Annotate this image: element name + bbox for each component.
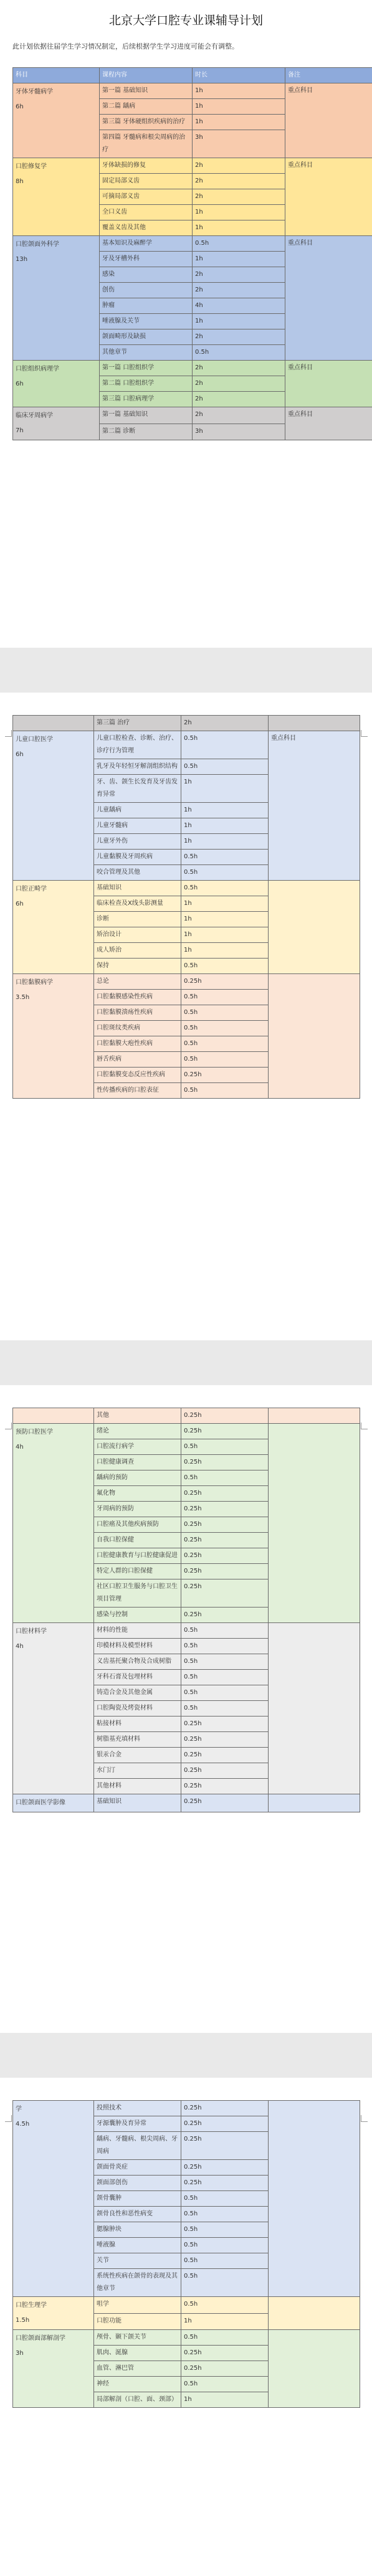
- document-page-2: [0, 693, 372, 1340]
- duration-cell: 0.5h: [181, 1036, 269, 1052]
- content-cell: 神经: [94, 2377, 181, 2392]
- document-page-1: [0, 0, 372, 648]
- content-cell: 口腔黏膜大疱性疾病: [94, 1036, 181, 1052]
- schedule-table-page-3: [12, 1408, 360, 1812]
- content-cell: 儿童牙外伤: [94, 834, 181, 850]
- page-corner-mark: [5, 1423, 12, 1429]
- duration-cell: 0.25h: [181, 1763, 269, 1779]
- duration-cell: 0.5h: [181, 1701, 269, 1717]
- content-cell: 颌面畸形及缺损: [100, 329, 193, 345]
- duration-cell: 0.25h: [181, 1732, 269, 1748]
- duration-cell: 1h: [181, 896, 269, 912]
- duration-cell: 0.25h: [181, 2346, 269, 2361]
- content-cell: 龋病的预防: [94, 1470, 181, 1486]
- duration-cell: 0.25h: [181, 2132, 269, 2160]
- duration-cell: 0.5h: [181, 1685, 269, 1701]
- content-cell: 覆盖义齿及其他: [100, 220, 193, 236]
- note-cell: [269, 881, 360, 974]
- content-cell: 义齿基托聚合物及合成树脂: [94, 1654, 181, 1670]
- content-cell: 儿童黏膜及牙周疾病: [94, 850, 181, 865]
- duration-cell: 0.25h: [181, 1408, 269, 1424]
- duration-cell: 0.5h: [181, 1439, 269, 1455]
- content-cell: 肿瘤: [100, 298, 193, 314]
- table-row: [13, 974, 360, 990]
- note-cell: 重点科目: [269, 731, 360, 881]
- header-content: 课程内容: [100, 68, 193, 83]
- header-duration: 时长: [193, 68, 285, 83]
- duration-cell: 1h: [193, 252, 285, 267]
- content-cell: 牙、齿、颌生长发育及牙齿发育异常: [94, 775, 181, 803]
- duration-cell: 0.25h: [181, 1517, 269, 1533]
- subject-hours: 4h: [16, 1444, 24, 1451]
- content-cell: 材料的性能: [94, 1623, 181, 1639]
- subject-name: 学: [16, 2106, 22, 2113]
- duration-cell: 0.5h: [193, 345, 285, 361]
- duration-cell: 0.5h: [181, 2253, 269, 2269]
- content-cell: 颌面部创伤: [94, 2176, 181, 2191]
- duration-cell: 0.5h: [181, 1654, 269, 1670]
- table-row: [13, 1794, 360, 1812]
- content-cell: 基础知识: [94, 1794, 181, 1812]
- subject-name: 儿童口腔医学: [16, 736, 53, 743]
- subject-cell: [13, 361, 100, 407]
- duration-cell: 0.25h: [181, 1533, 269, 1548]
- content-cell: 诊断: [94, 912, 181, 927]
- duration-cell: 0.5h: [181, 990, 269, 1005]
- content-cell: 口腔黏膜溃疡性疾病: [94, 1005, 181, 1021]
- content-cell: 感染: [100, 267, 193, 283]
- subject-cell: [13, 1424, 94, 1623]
- duration-cell: 0.25h: [181, 974, 269, 990]
- duration-cell: 2h: [193, 267, 285, 283]
- subject-name: 口腔颌面外科学: [16, 241, 59, 248]
- table-row: [13, 407, 372, 424]
- duration-cell: 0.25h: [181, 1579, 269, 1608]
- duration-cell: 2h: [193, 158, 285, 174]
- table-row: [13, 361, 372, 376]
- duration-cell: 4h: [193, 298, 285, 314]
- subject-name: 口腔黏膜病学: [16, 979, 53, 986]
- content-cell: 牙科石膏及包埋材料: [94, 1670, 181, 1685]
- duration-cell: 0.25h: [181, 1748, 269, 1763]
- duration-cell: 0.5h: [181, 731, 269, 759]
- duration-cell: 0.5h: [181, 881, 269, 896]
- duration-cell: 0.5h: [181, 2377, 269, 2392]
- content-cell: 龋病、牙髓病、根尖周病、牙周病: [94, 2132, 181, 2160]
- table-header-row: [13, 68, 372, 83]
- note-cell: [269, 1424, 360, 1623]
- duration-cell: 0.25h: [181, 2101, 269, 2116]
- note-cell: [269, 2297, 360, 2330]
- content-cell: 口腔陶瓷及烤瓷材料: [94, 1701, 181, 1717]
- document-page-3: [0, 1385, 372, 2033]
- note-cell: [269, 974, 360, 1099]
- duration-cell: 2h: [181, 716, 269, 731]
- content-cell: 咬合管理及其他: [94, 865, 181, 881]
- duration-cell: 0.5h: [181, 1021, 269, 1036]
- content-cell: 创伤: [100, 283, 193, 298]
- note-cell: [269, 1408, 360, 1424]
- duration-cell: 0.25h: [181, 1794, 269, 1812]
- subject-name: 临床牙周病学: [16, 412, 53, 419]
- content-cell: 咀学: [94, 2297, 181, 2314]
- table-row: [13, 236, 372, 252]
- content-cell: 性传播疾病的口腔表征: [94, 1083, 181, 1099]
- duration-cell: 0.5h: [181, 2191, 269, 2207]
- page-corner-mark: [5, 730, 12, 737]
- content-cell: 第二篇 龋病: [100, 99, 193, 115]
- duration-cell: 0.5h: [181, 1623, 269, 1639]
- duration-cell: 0.5h: [181, 2238, 269, 2253]
- content-cell: 唇舌疾病: [94, 1052, 181, 1068]
- content-cell: 其他: [94, 1408, 181, 1424]
- subject-name: 口腔颌面医学影像: [16, 1799, 65, 1806]
- duration-cell: 0.25h: [181, 1779, 269, 1794]
- schedule-table-page-1: [12, 67, 372, 440]
- duration-cell: 0.5h: [181, 850, 269, 865]
- content-cell: 颅骨、颞下颌关节: [94, 2330, 181, 2346]
- table-row: [13, 1623, 360, 1639]
- subject-name: 口腔正畸学: [16, 886, 47, 893]
- subject-hours: 3.5h: [16, 994, 30, 1001]
- duration-cell: 0.5h: [181, 2330, 269, 2346]
- duration-cell: 0.5h: [181, 2222, 269, 2238]
- duration-cell: 0.25h: [181, 2361, 269, 2377]
- content-cell: 口腔功能: [94, 2313, 181, 2330]
- content-cell: 基本知识及麻醉学: [100, 236, 193, 252]
- content-cell: 口腔流行病学: [94, 1439, 181, 1455]
- duration-cell: 1h: [181, 818, 269, 834]
- header-note: 备注: [285, 68, 372, 83]
- duration-cell: 1h: [193, 205, 285, 220]
- content-cell: 水门汀: [94, 1763, 181, 1779]
- content-cell: 银汞合金: [94, 1748, 181, 1763]
- note-cell: [269, 2101, 360, 2297]
- content-cell: 颌骨良性和恶性病变: [94, 2207, 181, 2222]
- table-row: [13, 881, 360, 896]
- duration-cell: 2h: [193, 407, 285, 424]
- content-cell: 口腔健康调查: [94, 1455, 181, 1470]
- subject-name: 口腔材料学: [16, 1628, 47, 1635]
- page-corner-mark: [361, 2115, 368, 2122]
- page-corner-mark: [361, 730, 368, 737]
- subject-hours: 4.5h: [16, 2121, 30, 2128]
- content-cell: 唾液腺及关节: [100, 314, 193, 329]
- subject-hours: 8h: [16, 178, 24, 185]
- duration-cell: 1h: [181, 2313, 269, 2330]
- content-cell: 牙体缺损的修复: [100, 158, 193, 174]
- content-cell: 保持: [94, 959, 181, 974]
- duration-cell: 1h: [181, 834, 269, 850]
- content-cell: 第一篇 基础知识: [100, 407, 193, 424]
- subject-cell: [13, 1794, 94, 1812]
- duration-cell: 0.25h: [181, 2116, 269, 2132]
- duration-cell: 2h: [193, 189, 285, 205]
- content-cell: 基础知识: [94, 881, 181, 896]
- content-cell: 局部解剖（口腔、面、颈部）: [94, 2392, 181, 2408]
- content-cell: 儿童龋病: [94, 803, 181, 818]
- schedule-table-page-2: [12, 715, 360, 1099]
- content-cell: 口腔斑纹类疾病: [94, 1021, 181, 1036]
- duration-cell: 1h: [181, 943, 269, 959]
- duration-cell: 0.5h: [181, 1470, 269, 1486]
- duration-cell: 0.5h: [181, 1670, 269, 1685]
- duration-cell: 0.5h: [181, 1052, 269, 1068]
- note-cell: 重点科目: [285, 158, 372, 236]
- duration-cell: 1h: [181, 775, 269, 803]
- duration-cell: 1h: [181, 2392, 269, 2408]
- note-cell: 重点科目: [285, 83, 372, 158]
- subject-cell: [13, 2297, 94, 2330]
- content-cell: 牙周病的预防: [94, 1502, 181, 1517]
- duration-cell: 2h: [193, 283, 285, 298]
- subject-name: 口腔组织病理学: [16, 366, 59, 372]
- subject-hours: 13h: [16, 256, 28, 263]
- duration-cell: 1h: [181, 803, 269, 818]
- duration-cell: 0.25h: [181, 1486, 269, 1502]
- duration-cell: 0.5h: [181, 1005, 269, 1021]
- subject-cell: [13, 2330, 94, 2408]
- content-cell: 树脂基充填材料: [94, 1732, 181, 1748]
- content-cell: 其他章节: [100, 345, 193, 361]
- page-corner-mark: [5, 2115, 12, 2122]
- note-cell: [269, 2330, 360, 2408]
- subject-hours: 4h: [16, 1643, 24, 1650]
- content-cell: 铸造合金及其他金属: [94, 1685, 181, 1701]
- duration-cell: 0.5h: [181, 2297, 269, 2314]
- content-cell: 成人矫治: [94, 943, 181, 959]
- duration-cell: 1h: [193, 314, 285, 329]
- content-cell: 关节: [94, 2253, 181, 2269]
- note-cell: 重点科目: [285, 361, 372, 407]
- subject-cell: [13, 716, 94, 731]
- duration-cell: 1h: [193, 83, 285, 99]
- duration-cell: 3h: [193, 130, 285, 158]
- subject-name: 牙体牙髓病学: [16, 88, 53, 95]
- header-subject: 科目: [13, 68, 100, 83]
- table-row: [13, 2297, 360, 2314]
- subject-cell: [13, 731, 94, 881]
- page-corner-mark: [361, 1423, 368, 1429]
- duration-cell: 2h: [193, 392, 285, 407]
- duration-cell: 3h: [193, 424, 285, 440]
- duration-cell: 0.25h: [181, 1608, 269, 1623]
- note-cell: 重点科目: [285, 236, 372, 361]
- content-cell: 绪论: [94, 1424, 181, 1439]
- intro-text: 此计划依据往届学生学习情况制定，后续根据学生学习进度可能会有调整。: [12, 42, 239, 50]
- duration-cell: 0.5h: [181, 2269, 269, 2297]
- content-cell: 牙及牙槽外科: [100, 252, 193, 267]
- table-row: [13, 2101, 360, 2116]
- subject-name: 预防口腔医学: [16, 1429, 53, 1436]
- duration-cell: 1h: [181, 912, 269, 927]
- content-cell: 口腔黏膜变态反应性疾病: [94, 1068, 181, 1083]
- duration-cell: 1h: [181, 927, 269, 943]
- content-cell: 第三篇 口腔病理学: [100, 392, 193, 407]
- duration-cell: 2h: [193, 174, 285, 189]
- duration-cell: 1h: [193, 220, 285, 236]
- schedule-table-page-4: [12, 2100, 360, 2408]
- duration-cell: 0.25h: [181, 1424, 269, 1439]
- content-cell: 颌面骨炎症: [94, 2160, 181, 2176]
- content-cell: 矫治设计: [94, 927, 181, 943]
- duration-cell: 0.25h: [181, 1502, 269, 1517]
- duration-cell: 1h: [193, 99, 285, 115]
- table-row: [13, 83, 372, 99]
- content-cell: 感染与控制: [94, 1608, 181, 1623]
- content-cell: 固定局部义齿: [100, 174, 193, 189]
- duration-cell: 0.25h: [181, 1548, 269, 1564]
- duration-cell: 1h: [193, 115, 285, 130]
- content-cell: 第一篇 口腔组织学: [100, 361, 193, 376]
- duration-cell: 0.25h: [181, 2160, 269, 2176]
- subject-cell: [13, 2101, 94, 2297]
- subject-hours: 6h: [16, 381, 24, 387]
- duration-cell: 0.5h: [181, 2207, 269, 2222]
- table-row: [13, 1424, 360, 1439]
- content-cell: 口腔健康教育与口腔健康促进: [94, 1548, 181, 1564]
- content-cell: 颌骨囊肿: [94, 2191, 181, 2207]
- subject-hours: 1.5h: [16, 2317, 30, 2324]
- subject-cell: [13, 1408, 94, 1424]
- note-cell: [269, 716, 360, 731]
- duration-cell: 0.5h: [181, 865, 269, 881]
- table-row: [13, 1408, 360, 1424]
- content-cell: 氟化物: [94, 1486, 181, 1502]
- document-title: 北京大学口腔专业课辅导计划: [108, 14, 263, 27]
- content-cell: 总论: [94, 974, 181, 990]
- duration-cell: 0.25h: [181, 1564, 269, 1579]
- content-cell: 特定人群的口腔保健: [94, 1564, 181, 1579]
- duration-cell: 0.5h: [193, 236, 285, 252]
- content-cell: 肌肉、涎腺: [94, 2346, 181, 2361]
- table-row: [13, 716, 360, 731]
- content-cell: 血管、淋巴管: [94, 2361, 181, 2377]
- table-row: [13, 731, 360, 759]
- subject-hours: 6h: [16, 901, 24, 907]
- subject-cell: [13, 236, 100, 361]
- content-cell: 腮腺肿块: [94, 2222, 181, 2238]
- duration-cell: 2h: [193, 376, 285, 392]
- content-cell: 第一篇 基础知识: [100, 83, 193, 99]
- subject-cell: [13, 1623, 94, 1794]
- subject-cell: [13, 974, 94, 1099]
- content-cell: 儿童牙髓病: [94, 818, 181, 834]
- table-row: [13, 158, 372, 174]
- subject-cell: [13, 83, 100, 158]
- duration-cell: 2h: [193, 361, 285, 376]
- content-cell: 第二篇 口腔组织学: [100, 376, 193, 392]
- subject-cell: [13, 881, 94, 974]
- duration-cell: 0.5h: [181, 759, 269, 775]
- content-cell: 临床检查及X线头影测量: [94, 896, 181, 912]
- subject-cell: [13, 407, 100, 440]
- subject-name: 口腔颌面部解剖学: [16, 2335, 65, 2342]
- duration-cell: 0.5h: [181, 1639, 269, 1654]
- duration-cell: 0.25h: [181, 1717, 269, 1732]
- table-row: [13, 2330, 360, 2346]
- document-page-4: [0, 2078, 372, 2576]
- content-cell: 牙源囊肿及育异常: [94, 2116, 181, 2132]
- content-cell: 投照技术: [94, 2101, 181, 2116]
- content-cell: 口腔黏膜感染性疾病: [94, 990, 181, 1005]
- subject-hours: 3h: [16, 2350, 24, 2357]
- content-cell: 第二篇 诊断: [100, 424, 193, 440]
- content-cell: 第三篇 治疗: [94, 716, 181, 731]
- content-cell: 系统性疾病在颌骨的表现及其他章节: [94, 2269, 181, 2297]
- note-cell: 重点科目: [285, 407, 372, 440]
- content-cell: 自我口腔保健: [94, 1533, 181, 1548]
- content-cell: 第四篇 牙髓病和根尖周病的治疗: [100, 130, 193, 158]
- subject-name: 口腔生理学: [16, 2302, 47, 2309]
- subject-hours: 6h: [16, 751, 24, 758]
- content-cell: 粘接材料: [94, 1717, 181, 1732]
- subject-name: 口腔修复学: [16, 163, 47, 170]
- subject-hours: 6h: [16, 103, 24, 110]
- content-cell: 口腔癌及其他疾病预防: [94, 1517, 181, 1533]
- content-cell: 第三篇 牙体硬组织疾病的治疗: [100, 115, 193, 130]
- note-cell: [269, 1794, 360, 1812]
- duration-cell: 0.25h: [181, 1068, 269, 1083]
- content-cell: 可摘局部义齿: [100, 189, 193, 205]
- note-cell: [269, 1623, 360, 1794]
- duration-cell: 0.25h: [181, 1455, 269, 1470]
- duration-cell: 2h: [193, 329, 285, 345]
- content-cell: 唾液腺: [94, 2238, 181, 2253]
- content-cell: 儿童口腔检查、诊断、治疗、诊疗行为管理: [94, 731, 181, 759]
- content-cell: 社区口腔卫生服务与口腔卫生项目管理: [94, 1579, 181, 1608]
- content-cell: 全口义齿: [100, 205, 193, 220]
- content-cell: 其他材料: [94, 1779, 181, 1794]
- content-cell: 乳牙及年轻恒牙解剖组织结构: [94, 759, 181, 775]
- duration-cell: 0.5h: [181, 1083, 269, 1099]
- duration-cell: 0.25h: [181, 2176, 269, 2191]
- subject-cell: [13, 158, 100, 236]
- duration-cell: 0.5h: [181, 959, 269, 974]
- content-cell: 印模材料及模型材料: [94, 1639, 181, 1654]
- subject-hours: 7h: [16, 427, 24, 434]
